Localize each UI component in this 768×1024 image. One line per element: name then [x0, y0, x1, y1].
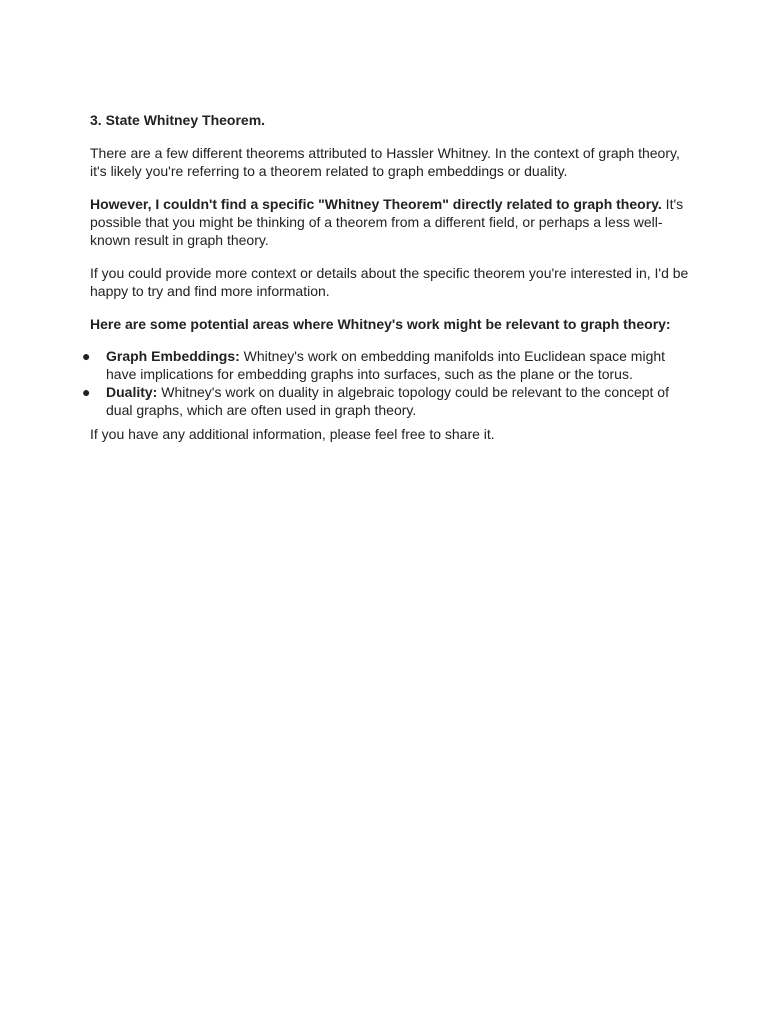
document-body	[82, 111, 690, 443]
list-item-text: Whitney's work on embedding manifolds into Euclidean space might have implications for embedding graphs into surfaces, such as the plane or the torus.	[106, 348, 666, 382]
notice-bold-text: However, I couldn't find a specific "Whitney Theorem" directly related to graph theory.	[90, 196, 662, 212]
bullet-icon: ●	[82, 384, 91, 400]
list-item-text: Whitney's work on duality in algebraic topology could be relevant to the concept of dual graphs, which are often used in graph theory.	[106, 384, 669, 418]
areas-list	[82, 347, 690, 419]
intro-paragraph: There are a few different theorems attributed to Hassler Whitney. In the context of graph theory, it's likely you're referring to a theorem related to graph embeddings or duality.	[90, 145, 680, 179]
notice-paragraph	[90, 195, 690, 249]
notice-text: It's possible that you might be thinking of a theorem from a different field, or perhaps a less well-known result in graph theory.	[90, 196, 684, 248]
list-item-term: Graph Embeddings:	[106, 348, 240, 364]
closing-paragraph: If you have any additional information, please feel free to share it.	[90, 426, 495, 442]
list-item	[82, 347, 678, 383]
list-item	[82, 383, 678, 419]
list-item-term: Duality:	[106, 384, 158, 400]
bullet-icon: ●	[82, 348, 91, 364]
question-heading: 3. State Whitney Theorem.	[90, 112, 266, 128]
request-paragraph: If you could provide more context or details about the specific theorem you're interested in, I'd be happy to try and find more information.	[90, 265, 689, 299]
areas-heading: Here are some potential areas where Whitney's work might be relevant to graph theory:	[90, 316, 671, 332]
